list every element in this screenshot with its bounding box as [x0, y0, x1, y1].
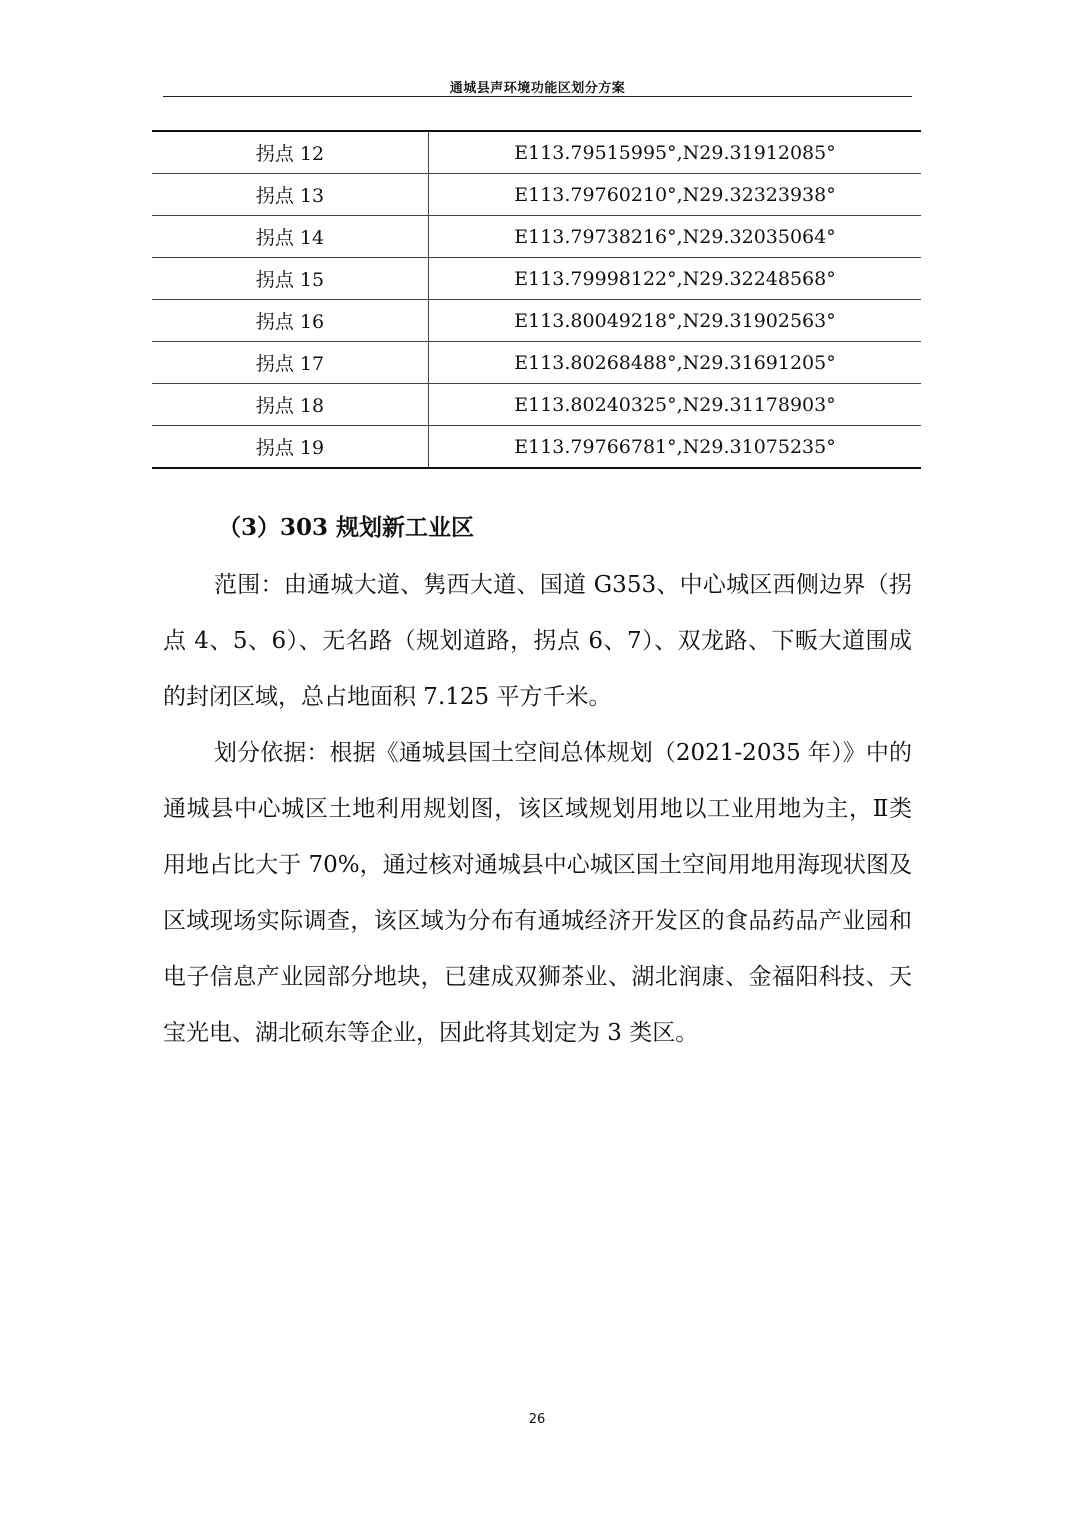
point-coordinate: E113.79738216°,N29.32035064° [429, 216, 922, 258]
header-rule [163, 96, 912, 97]
point-label: 拐点 13 [152, 174, 429, 216]
point-coordinate: E113.79760210°,N29.32323938° [429, 174, 922, 216]
table-row [152, 216, 921, 258]
coordinate-table [152, 130, 921, 469]
point-label: 拐点 16 [152, 300, 429, 342]
document-header: 通城县声环境功能区划分方案 [449, 81, 626, 96]
point-label: 拐点 12 [152, 131, 429, 174]
basis-paragraph: 划分依据：根据《通城县国土空间总体规划（2021-2035 年）》中的通城县中心城区土地利用规划图，该区域规划用地以工业用地为主，Ⅱ类用地占比大于 70%，通过核对通城县中心城区国土空间用地用海现状图及区域现场实际调查，该区域为分布有通城经济开发区的食品药品产业园和电子信息产业园部分地块，已建成双狮茶业、湖北润康、金福阳科技、天宝光电、湖北硕东等企业，因此将其划定为 3 类区。 [163, 740, 912, 1046]
point-label: 拐点 19 [152, 426, 429, 469]
point-coordinate: E113.80240325°,N29.31178903° [429, 384, 922, 426]
point-coordinate: E113.80049218°,N29.31902563° [429, 300, 922, 342]
point-label: 拐点 15 [152, 258, 429, 300]
point-coordinate: E113.79998122°,N29.32248568° [429, 258, 922, 300]
table-row [152, 300, 921, 342]
point-coordinate: E113.79515995°,N29.31912085° [429, 131, 922, 174]
point-label: 拐点 14 [152, 216, 429, 258]
scope-paragraph: 范围：由通城大道、隽西大道、国道 G353、中心城区西侧边界（拐点 4、5、6）、无名路（规划道路，拐点 6、7）、双龙路、下畈大道围成的封闭区域，总占地面积 7.125 平方千米。 [163, 572, 912, 710]
page-number: 26 [528, 1412, 546, 1427]
table-row [152, 174, 921, 216]
table-row [152, 258, 921, 300]
section-title: （3）303 规划新工业区 [218, 514, 475, 541]
point-coordinate: E113.79766781°,N29.31075235° [514, 435, 836, 458]
point-label: 拐点 18 [152, 384, 429, 426]
point-coordinate: E113.80268488°,N29.31691205° [429, 342, 922, 384]
table-row [152, 342, 921, 384]
table-row [152, 384, 921, 426]
table-row [152, 131, 921, 174]
point-label: 拐点 17 [152, 342, 429, 384]
table-row [152, 426, 921, 469]
